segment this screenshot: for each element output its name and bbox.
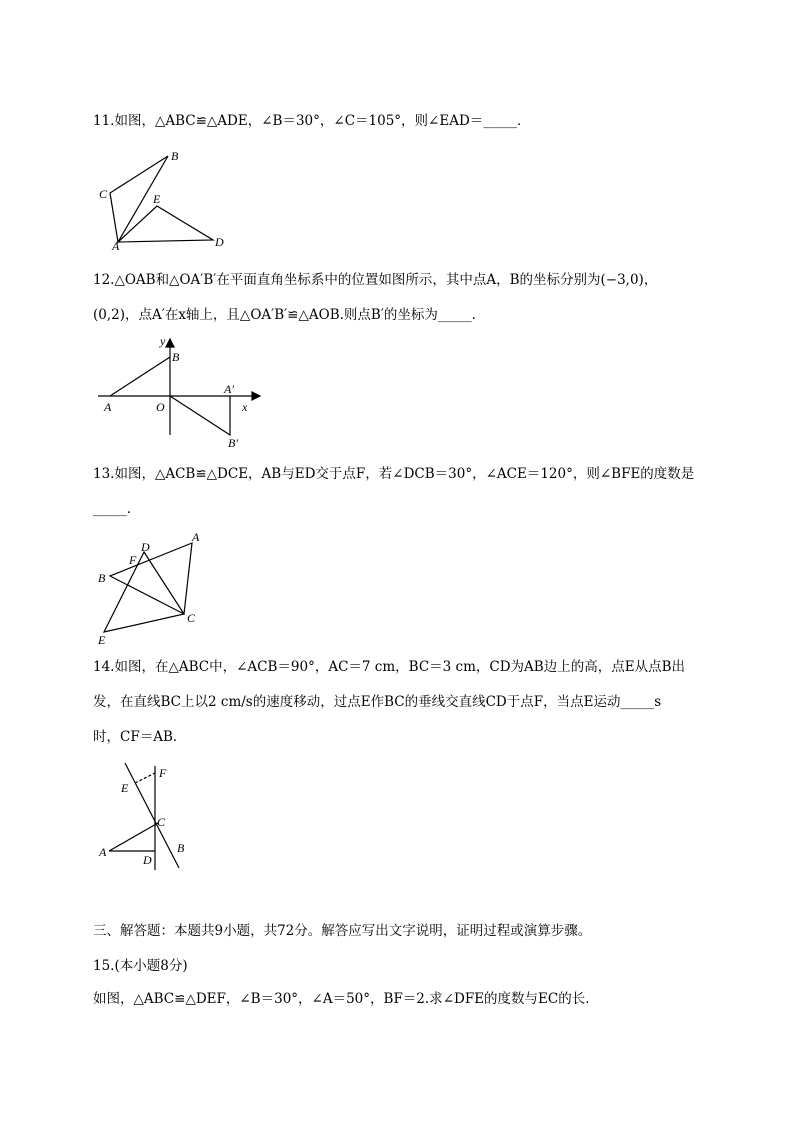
q13-triangle-dce [104, 552, 184, 632]
q13-figure [94, 530, 209, 648]
q14-label-e: E [121, 781, 129, 795]
q11-text: 11.如图，△ABC≌△ADE，∠B＝30°，∠C＝105°，则∠EAD＝_____． [93, 113, 531, 129]
q11-triangle-ade [118, 206, 213, 242]
q12-label-b: B [172, 350, 180, 364]
q12-label-y: y [160, 335, 166, 348]
q12-label-b-prime: B′ [228, 436, 238, 450]
q11-label-e: E [153, 192, 161, 206]
q15-text: 如图，△ABC≌△DEF，∠B＝30°，∠A＝50°，BF＝2.求∠DFE的度数与EC的长． [93, 991, 599, 1007]
q12-label-o: O [156, 400, 165, 414]
q12-segment-ab [110, 357, 170, 396]
q12-figure [92, 335, 267, 455]
q13-triangle-acb [110, 543, 192, 614]
q13-label-f: F [129, 553, 137, 567]
q14-label-b: B [177, 841, 185, 855]
q12-triangle-oa-b [170, 396, 230, 435]
q13-line2: _____． [93, 501, 141, 517]
x-axis-arrow [252, 392, 260, 400]
q11-label-b: B [171, 149, 179, 163]
q13-label-a: A [192, 530, 200, 544]
q14-label-d: D [143, 853, 152, 867]
q13-label-b: B [98, 571, 106, 585]
q14-segment-ac [109, 823, 158, 851]
q11-label-d: D [215, 235, 224, 249]
q11-label-c: C [99, 187, 108, 201]
q14-dashed-ef [135, 773, 155, 783]
q14-line2: 发，在直线BC上以2 cm/s的速度移动，过点E作BC的垂线交直线CD于点F，当点E运动_____s [93, 694, 662, 710]
q13-label-d: D [141, 540, 150, 554]
y-axis-arrow [166, 339, 174, 347]
q12-label-x: x [242, 400, 248, 414]
q12-line1: 12.△OAB和△OA′B′在平面直角坐标系中的位置如图所示，其中点A，B的坐标分别为(−3,0)， [93, 272, 658, 288]
section3-heading: 三、解答题：本题共9小题，共72分。解答应写出文字说明，证明过程或演算步骤。 [93, 923, 592, 939]
q14-figure [97, 758, 197, 873]
q13-line1: 13.如图，△ACB≌△DCE，AB与ED交于点F，若∠DCB＝30°，∠ACE＝120°，则∠BFE的度数是 [93, 466, 695, 482]
q15-header: 15.(本小题8分) [93, 958, 188, 974]
q14-label-c: C [157, 815, 166, 829]
q13-label-c: C [187, 611, 196, 625]
q11-figure [95, 148, 235, 253]
q12-line2: (0,2)，点A′在x轴上，且△OA′B′≌△AOB.则点B′的坐标为_____． [93, 307, 486, 323]
q14-line-bc [125, 763, 179, 868]
q12-label-a: A [104, 400, 112, 414]
q12-label-a-prime: A′ [224, 382, 234, 396]
q11-label-a: A [112, 239, 120, 253]
q14-label-f: F [159, 766, 167, 780]
q14-label-a: A [99, 845, 107, 859]
q14-line3: 时，CF＝AB． [93, 729, 187, 745]
q13-label-e: E [98, 633, 106, 647]
q14-line1: 14.如图，在△ABC中，∠ACB＝90°，AC＝7 cm，BC＝3 cm，CD为AB边上的高，点E从点B出 [93, 659, 686, 675]
